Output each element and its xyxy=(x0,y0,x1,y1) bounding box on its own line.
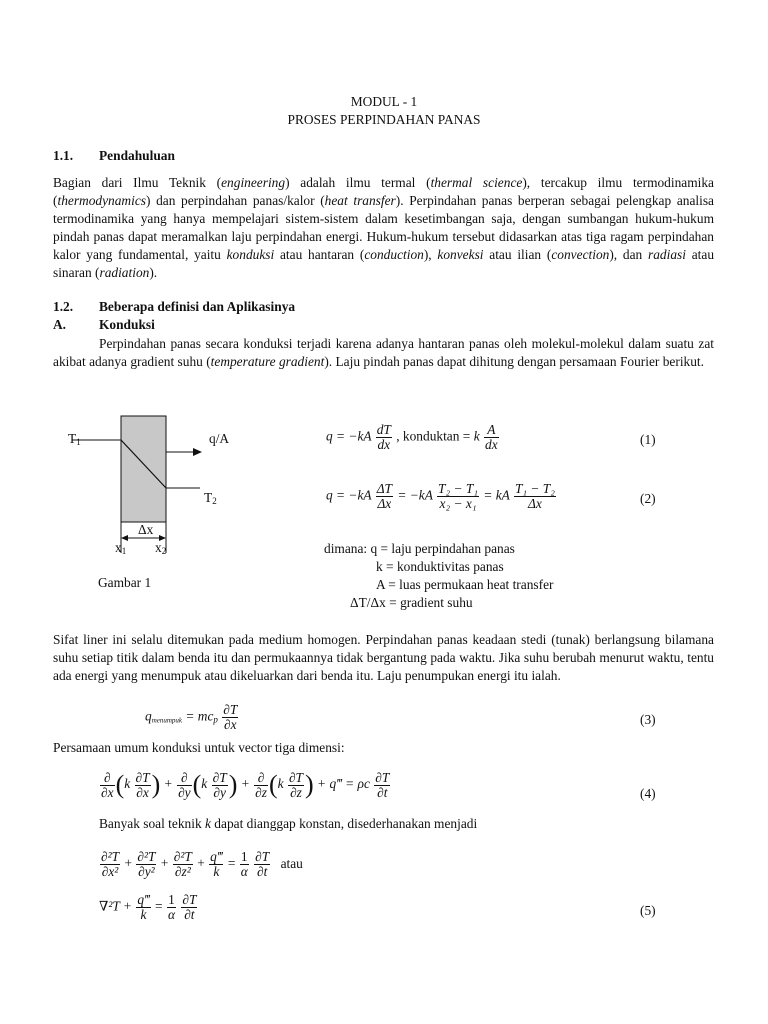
label-t1: $T_1$ xyxy=(68,431,81,447)
equation-5-expanded: $\frac{\text{∂²T}}{\text{∂x²}}$ + $\frac{\text{∂²T}}{\text{∂y²}}$ + $\frac{\text{∂²T}}{\text{∂z²}}$ + $\frac{q‴}{k}$ = $\frac{1}{\alpha}$ $\frac{\partial T}{\partial t}$ atau xyxy=(101,849,303,879)
equation-number-3: (3) xyxy=(640,712,656,727)
steady-state-paragraph: Sifat liner ini selalu ditemukan pada medium homogen. Perpindahan panas keadaan stedi (tunak) berlangsung bilamana suhu setiap titik dalam benda itu dan permukaannya tidak bergantung pada waktu. Jika suhu berubah menurut waktu, tentu ada energi yang menumpuk atau dikeluarkan dari benda itu. Laju penumpukan energi itu ialah. xyxy=(53,632,714,683)
module-label: MODUL - 1 xyxy=(350,94,418,109)
heat-flux-arrow-head xyxy=(193,448,202,456)
equation-5-nabla: ∇²T + $\frac{q‴}{k}$ = $\frac{1}{\alpha}$ $\frac{\partial T}{\partial t}$ xyxy=(99,892,197,922)
section-title-definisi: Beberapa definisi dan Aplikasinya xyxy=(99,299,296,314)
section-number-1-1: 1.1. xyxy=(53,148,74,163)
equation-1: q = −kA $\frac{dT}{dx}$ , konduktan = k $\frac{A}{dx}$ xyxy=(326,422,498,452)
equation-number-1: (1) xyxy=(640,432,656,447)
konduksi-paragraph: Perpindahan panas secara konduksi terjadi karena adanya hantaran panas oleh molekul-molekul dalam suatu zat akibat adanya gradient suhu (temperature gradient). Laju pindah panas dapat dihitung dengan persamaan Fourier berikut. xyxy=(53,336,714,369)
subsection-letter-a: A. xyxy=(53,317,67,332)
label-t2: $T_2$ xyxy=(204,490,217,506)
label-x1: $x_1$ xyxy=(115,540,127,556)
slab-wall xyxy=(121,416,166,522)
page-title: PROSES PERPINDAHAN PANAS xyxy=(287,112,481,127)
label-delta-x: Δx xyxy=(138,522,154,537)
section-title-pendahuluan: Pendahuluan xyxy=(99,148,175,163)
subsection-title-konduksi: Konduksi xyxy=(99,317,155,332)
label-flux: q/A xyxy=(209,431,230,446)
equation-number-5: (5) xyxy=(640,903,656,918)
definition-q: dimana: q = laju perpindahan panas xyxy=(324,541,515,556)
simplification-text: Banyak soal teknik k dapat dianggap konstan, disederhanakan menjadi xyxy=(99,816,478,831)
equation-number-4: (4) xyxy=(640,786,656,801)
equation-4: $\frac{\partial}{\partial x}$ (k $\frac{\partial T}{\partial x}$ ) + $\frac{\partial}{\partial y}$ (k $\frac{\partial T}{\partial y}$ ) + $\frac{\partial}{\partial z}$ (k $\frac{\partial T}{\partial z}$ ) + q‴ = ρc $\frac{\partial T}{\partial t}$ xyxy=(101,769,390,800)
label-x2: $x_2$ xyxy=(155,540,167,556)
figure-caption: Gambar 1 xyxy=(98,575,152,590)
section-number-1-2: 1.2. xyxy=(53,299,74,314)
general-equation-intro: Persamaan umum konduksi untuk vector tiga dimensi: xyxy=(53,740,345,755)
equation-number-2: (2) xyxy=(640,491,656,506)
definition-k: k = konduktivitas panas xyxy=(376,559,504,574)
equation-3: $q_{menumpuk} = mc_p$ $\frac{\partial T}{\partial x}$ xyxy=(145,702,238,732)
intro-paragraph: Bagian dari Ilmu Teknik (engineering) adalah ilmu termal (thermal science), tercakup ilmu termodinamika (thermodynamics) dan perpindahan panas/kalor (heat transfer). Perpindahan panas berperan sebagai pelengkap analisa termodinamika yang hanya mempelajari sistem-sistem dalam kesetimbangan saja, dengan sumbangan hukum-hukum pindah panas dapat meramalkan laju perpindahan energi. Hukum-hukum tersebut didasarkan atas tiga ragam perpindahan kalor yang fundamental, yaitu konduksi atau hantaran (conduction), konveksi atau ilian (convection), dan radiasi atau sinaran (radiation). xyxy=(53,175,715,280)
equation-2: q = −kA $\frac{\Delta T}{\Delta x}$ = −kA $\frac{\text{T₂ − T₁}}{\text{x₂ − x₁}}$ = kA $\frac{\text{T₁ − T₂}}{\Delta x}$ xyxy=(326,481,555,511)
definition-a: A = luas permukaan heat transfer xyxy=(376,577,554,592)
definition-gradient: ΔT/Δx = gradient suhu xyxy=(350,595,473,610)
